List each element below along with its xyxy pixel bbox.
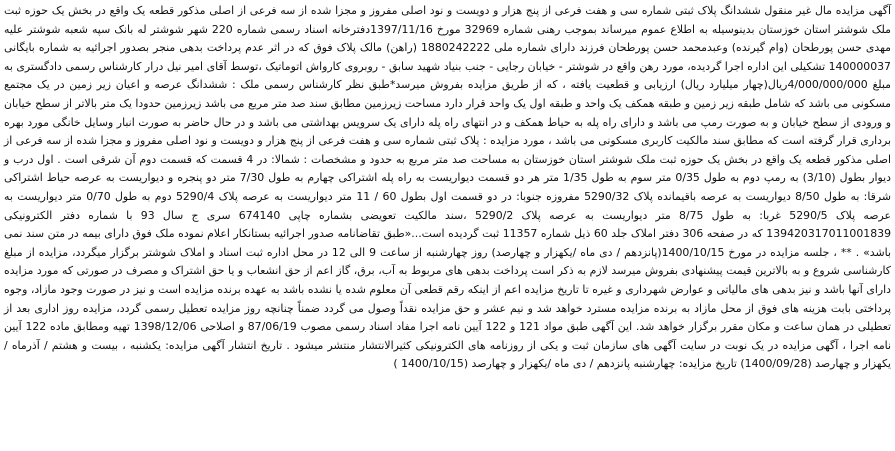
auction-notice-text: آگهی مزایده مال غیر منقول ششدانگ پلاک ثبتی شماره سی و هفت فرعی از پنج هزار و دویست و نود اصلی مفروز و مجزا شده از سه فرعی از اصلی مذکور قطعه یک واقع در بخش یک حوزه ثبت ملک شوشتر استان خوزستان بدینوسیله به اطلاع عموم میرساند بموجب رهنی شماره 32969 مورخ 1397/11/16دفترخانه اسناد رسمی شماره 220 شهر شوشتر له بانک سپه شعبه شوشتر علیه مهدی حسن پورطحان (وام گیرنده) وعبدمحمد حسن پورطحان فرزند دارای شماره ملی 1880242222 (راهن) مالک پلاک فوق که در اثر عدم پرداخت بدهی منجر بصدور اجرائیه به شماره بایگانی 140000037 تشکیلی این اداره اجرا گردیده، مورد رهن واقع در شوشتر - خیابان رجایی - جنب بنیاد شهید سابق - روبروی کارواش اتوماتیک ،توسط آقای امیر نیل درار کارشناس رسمی دادگستری به مبلغ 4/000/000/000ریال(چهار میلیارد ریال) ارزیابی و قطعیت یافته ، که از طریق مزایده بفروش میرسد*طبق نظر کارشناس رسمی ملک : ششدانگ عرصه و اعیان زیر زمین در یک مجتمع مسکونی می باشد که شامل طبقه زیر زمین و طبقه همکف یک واحد و طبقه اول یک واحد قرار دارد مساحت زیرزمین مطابق سند صد متر مربع می باشد زیرزمین حدودا یک متر بالاتر از سطح خیابان و ورودی از سطح خیابان و به صورت رمپ می باشد و دارای راه پله به حیاط همکف و در انتهای راه پله دارای یک سرویس بهداشتی می باشد و در حال حاضر به صورت انبار وسایل خانگی مورد بهره برداری قرار گرفته است که مطابق سند مالکیت کاربری مسکونی می باشد ، مورد مزایده : پلاک ثبتی شماره سی و هفت فرعی از پنج هزار و دویست و نود اصلی مفروز و مجزا شده از سه فرعی از اصلی مذکور قطعه یک واقع در بخش یک حوزه ثبت ملک شوشتر استان خوزستان به مساحت صد متر مربع به حدود و مشخصات : شمالا: در 4 قسمت که قسمت دوم آن شرقی است . اول درب و دیوار بطول (3/10) به رمپ دوم به طول 0/35 متر سوم به طول 1/35 متر هر دو قسمت دیواریست به راه پله اشتراکی چهارم به طول 7/30 متر دو پنجره و دیواریست به عرصه حیاط اشتراکی شرقا: به طول 8/50 دیواریست به عرصه باقیمانده پلاک 5290/32 مفروزه جنوبا: در دو قسمت اول بطول 60 / 11 متر دیواریست به عرصه پلاک 5290/4 دوم به طول 0/70 متر دیواریست به عرصه پلاک 5290/5 غربا: به طول 8/75 متر دیواریست به عرصه پلاک 5290/2 ،سند مالکیت تعویضی بشماره چاپی 674140 سری ج سال 93 با شماره دفتر الکترونیکی 139420317011001839 که در صفحه 306 دفتر املاک جلد 60 ذیل شماره 11357 ثبت گردیده است...«طبق تقاضانامه صدور اجرائیه بستانکار اعلام نموده ملک فوق دارای بیمه در متن سند نمی باشد» . ** ، جلسه مزایده در مورخ 1400/10/15(پانزدهم / دی ماه /یکهزار و چهارصد) روز چهارشنبه از ساعت 9 الی 12 در محل اداره ثبت اسناد و املاک شوشتر برگزار میگردد، مزایده از مبلغ کارشناسی شروع و به بالاترین قیمت پیشنهادی بفروش میرسد لازم به ذکر است پرداخت بدهی های مربوط به آب، برق، گاز اعم از حق انشعاب و یا حق اشتراک و مصرف در صورتی که مورد مزایده دارای آنها باشد و نیز بدهی های مالیاتی و عوارض شهرداری و غیره تا تاریخ مزایده اعم از اینکه رقم قطعی آن معلوم شده یا نشده باشد به عهده برنده مزایده است و نیز در صورت وجود مازاد، وجوه پرداختی بابت هزینه های فوق از محل مازاد به برنده مزایده مسترد خواهد شد و نیم عشر و حق مزایده نقداً وصول می گردد ضمناً چنانچه روز مزایده تعطیل رسمی گردد، مزایده روز اداری بعد از تعطیلی در همان ساعت و مکان مقرر برگزار خواهد شد. این آگهی طبق مواد 121 و 122 آیین نامه اجرا مفاد اسناد رسمی مصوب 87/06/19 و اصلاحی 1398/12/06 تهیه ومطابق ماده 122 آیین نامه اجرا ، آگهی مزایده در یک نوبت در سایت آگهی های سازمان ثبت و یکی از روزنامه های الکترونیکی کثیرالانتشار منتشر میشود . تاریخ انتشار آگهی مزایده: یکشنبه ، بیست و هشتم / آذرماه / یکهزار و چهارصد (1400/09/28) تاریخ مزایده: چهارشنبه پانزدهم / دی ماه /یکهزار و چهارصد (1400/10/15 ) xyxy=(4,4,892,371)
